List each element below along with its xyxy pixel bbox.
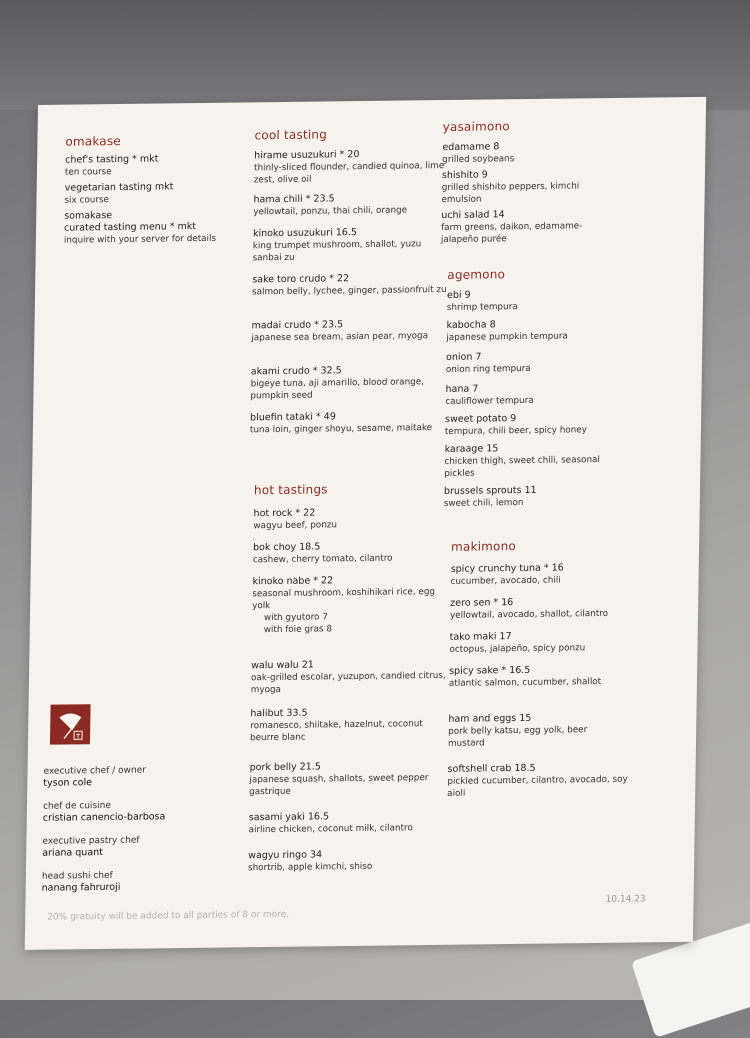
item-name: kinoko usuzukuri 16.5 [253, 226, 448, 240]
item-desc: cauliflower tempura [445, 394, 640, 408]
staff-role: chef de cuisine [43, 799, 233, 812]
item-desc: onion ring tempura [446, 362, 641, 376]
menu-item [445, 412, 640, 438]
item-desc: bigeye tuna, aji amarillo, blood orange, pumpkin seed [250, 376, 445, 402]
item-name: vegetarian tasting mkt [65, 180, 260, 194]
menu-item [441, 208, 637, 246]
item-name: spicy crunchy tuna * 16 [451, 561, 646, 575]
section-title-agemono: agemono [447, 267, 505, 282]
menu-item [445, 382, 640, 408]
item-addon: with gyutoro 7 [252, 610, 447, 624]
item-desc: six course [64, 192, 259, 206]
menu-item [449, 629, 644, 655]
menu-item [254, 148, 450, 186]
item-desc: romanesco, shiitake, hazelnut, coconut beurre blanc [250, 718, 445, 744]
menu-item [450, 561, 645, 587]
item-desc: shrimp tempura [447, 300, 642, 314]
menu-item [250, 410, 445, 436]
item-subname: curated tasting menu * mkt [64, 220, 259, 234]
item-name: zero sen * 16 [450, 595, 645, 609]
menu-item [253, 506, 448, 532]
item-name: hot rock * 22 [253, 506, 448, 520]
menu-sheet [25, 97, 706, 950]
item-name: sasami yaki 16.5 [249, 810, 444, 824]
item-addon: with foie gras 8 [252, 622, 447, 636]
menu-item [444, 442, 640, 480]
menu-item [64, 208, 260, 246]
menu-item [253, 192, 448, 218]
item-desc: octopus, jalapeño, spicy ponzu [449, 641, 644, 655]
menu-date: 10.14.23 [605, 894, 645, 904]
item-desc: tuna loin, ginger shoyu, sesame, maitake [250, 422, 445, 436]
item-desc: inquire with your server for details [64, 232, 259, 246]
item-desc: sweet chili, lemon [444, 496, 639, 510]
item-name: uchi salad 14 [441, 208, 636, 222]
menu-item [448, 711, 644, 749]
menu-item [441, 168, 637, 206]
menu-item [251, 318, 446, 344]
menu-item [252, 574, 448, 636]
staff-role: executive pastry chef [42, 834, 232, 847]
item-desc: cucumber, avocado, chili [450, 573, 645, 587]
staff-role: executive chef / owner [43, 764, 233, 777]
staff-name: tyson cole [43, 775, 233, 789]
item-name: akami crudo * 32.5 [251, 364, 446, 378]
menu-item [249, 810, 444, 836]
item-desc: salmon belly, lychee, ginger, passionfruit zu [252, 284, 447, 298]
item-desc: yellowtail, ponzu, thai chili, orange [253, 204, 448, 218]
item-desc: shortrib, apple kimchi, shiso [248, 860, 443, 874]
section-title-yasaimono: yasaimono [443, 119, 510, 134]
item-name: pork belly 21.5 [249, 760, 444, 774]
item-name: edamame 8 [442, 140, 637, 154]
item-desc: japanese squash, shallots, sweet pepper gastrique [249, 772, 444, 798]
item-desc: atlantic salmon, cucumber, shallot [449, 676, 619, 690]
staff-name: ariana quant [42, 845, 232, 859]
item-desc: airline chicken, coconut milk, cilantro [249, 822, 444, 836]
item-desc: japanese pumpkin tempura [446, 330, 641, 344]
menu-item [253, 540, 448, 566]
item-name: somakase [64, 208, 259, 222]
menu-item [248, 848, 443, 874]
item-name: hana 7 [445, 382, 640, 396]
item-desc: tempura, chili beer, spicy honey [445, 424, 640, 438]
item-desc: japanese sea bream, asian pear, myoga [251, 330, 446, 344]
staff-entry [42, 834, 232, 859]
item-desc: thinly-sliced flounder, candied quinoa, lime zest, olive oil [254, 160, 449, 186]
table-surface [0, 0, 750, 110]
menu-item [447, 288, 642, 314]
item-name: kabocha 8 [446, 318, 641, 332]
item-desc: seasonal mushroom, koshihikari rice, egg yolk [252, 586, 447, 612]
item-name: ham and eggs 15 [448, 711, 643, 725]
item-desc: pickled cucumber, cilantro, avocado, soy aioli [447, 773, 637, 799]
staff-name: cristian canencio-barbosa [43, 810, 233, 824]
menu-item [446, 318, 641, 344]
item-desc: ten course [65, 164, 260, 178]
item-desc: yellowtail, avocado, shallot, cilantro [450, 607, 645, 621]
staff-entry [43, 764, 233, 789]
menu-item [250, 364, 446, 402]
item-desc: cashew, cherry tomato, cilantro [253, 552, 448, 566]
item-name: bluefin tataki * 49 [250, 410, 445, 424]
menu-item [253, 226, 449, 264]
item-name: kinoko nabe * 22 [252, 574, 447, 588]
item-name: sweet potato 9 [445, 412, 640, 426]
menu-item [251, 658, 447, 696]
section-title-cool-tasting: cool tasting [254, 127, 327, 142]
item-name: spicy sake * 16.5 [449, 663, 644, 677]
item-name: chef's tasting * mkt [65, 152, 260, 166]
item-name: karaage 15 [445, 442, 640, 456]
gratuity-note: 20% gratuity will be added to all parties of 8 or more. [47, 910, 289, 923]
section-title-makimono: makimono [451, 539, 516, 554]
staff-entry [43, 799, 233, 824]
menu-item [446, 350, 641, 376]
menu-item [65, 152, 260, 178]
item-name: halibut 33.5 [250, 706, 445, 720]
item-desc: grilled soybeans [442, 152, 637, 166]
item-name: brussels sprouts 11 [444, 484, 639, 498]
menu-item [447, 761, 643, 799]
item-name: hama chili * 23.5 [253, 192, 448, 206]
item-name: sake toro crudo * 22 [252, 272, 447, 286]
item-name: ebi 9 [447, 288, 642, 302]
staff-role: head sushi chef [42, 869, 232, 882]
item-desc: wagyu beef, ponzu [253, 518, 448, 532]
item-name: wagyu ringo 34 [248, 848, 443, 862]
menu-item [252, 272, 447, 298]
item-desc: pork belly katsu, egg yolk, beer mustard [448, 724, 608, 750]
staff-name: nanang fahruroji [42, 880, 232, 894]
item-desc: chicken thigh, sweet chili, seasonal pickles [444, 454, 619, 480]
section-title-hot-tastings: hot tastings [254, 482, 328, 497]
menu-item [249, 760, 445, 798]
menu-item [444, 484, 639, 510]
staff-entry [42, 869, 232, 894]
item-desc: grilled shishito peppers, kimchi emulsion [441, 180, 591, 206]
item-name: hirame usuzukuri * 20 [254, 148, 449, 162]
item-desc: king trumpet mushroom, shallot, yuzu sanbai zu [253, 238, 448, 264]
menu-item [450, 595, 645, 621]
item-name: walu walu 21 [251, 658, 446, 672]
menu-item [449, 663, 644, 689]
item-name: tako maki 17 [450, 629, 645, 643]
section-title-omakase: omakase [65, 134, 121, 149]
item-desc: farm greens, daikon, edamame-jalapeño purée [441, 220, 591, 246]
item-name: softshell crab 18.5 [447, 761, 642, 775]
item-name: madai crudo * 23.5 [251, 318, 446, 332]
item-name: onion 7 [446, 350, 641, 364]
item-name: shishito 9 [442, 168, 637, 182]
item-desc: oak-grilled escolar, yuzupon, candied citrus, myoga [251, 670, 446, 696]
item-name: bok choy 18.5 [253, 540, 448, 554]
menu-item [442, 140, 637, 166]
menu-item [64, 180, 259, 206]
ginkgo-leaf-icon [50, 704, 91, 744]
menu-item [250, 706, 446, 744]
